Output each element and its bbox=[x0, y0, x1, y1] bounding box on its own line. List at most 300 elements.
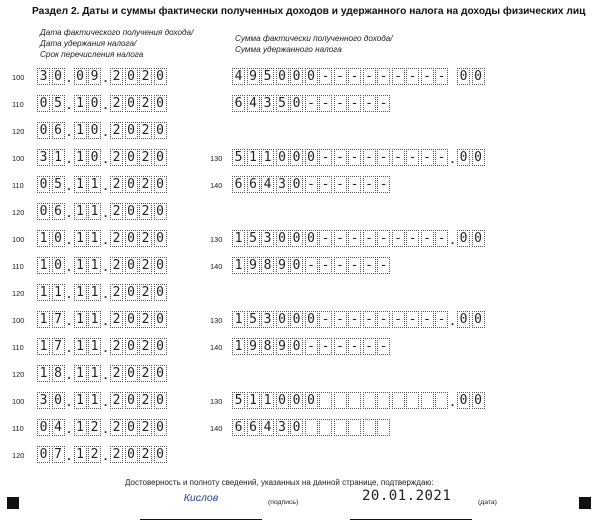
digit-cell[interactable]: 0 bbox=[125, 392, 138, 409]
digit-cell[interactable]: - bbox=[363, 149, 376, 166]
digit-cell[interactable]: 0 bbox=[37, 203, 50, 220]
digit-cell[interactable]: 1 bbox=[74, 257, 87, 274]
line-code-130: 130 bbox=[210, 397, 223, 406]
digit-cell[interactable]: 0 bbox=[154, 365, 167, 382]
digit-cell[interactable]: 1 bbox=[37, 230, 50, 247]
digit-cell[interactable]: 6 bbox=[232, 95, 245, 112]
digit-cell[interactable]: 1 bbox=[74, 311, 87, 328]
digit-cell[interactable]: 5 bbox=[276, 95, 289, 112]
kopeck-cell[interactable]: 0 bbox=[472, 230, 485, 247]
digit-cell[interactable]: 0 bbox=[52, 230, 65, 247]
digit-cell[interactable] bbox=[348, 419, 361, 436]
digit-cell[interactable]: 3 bbox=[261, 311, 274, 328]
digit-cell[interactable]: 1 bbox=[74, 284, 87, 301]
digit-cell[interactable]: 1 bbox=[232, 338, 245, 355]
digit-cell[interactable]: 8 bbox=[52, 365, 65, 382]
withheld-tax-amount-field[interactable] bbox=[232, 257, 392, 274]
digit-cell[interactable]: 2 bbox=[139, 149, 152, 166]
digit-cell[interactable]: 0 bbox=[276, 149, 289, 166]
digit-cell[interactable]: 2 bbox=[88, 446, 101, 463]
digit-cell[interactable]: - bbox=[363, 257, 376, 274]
digit-cell[interactable]: 1 bbox=[74, 419, 87, 436]
digit-cell[interactable]: 3 bbox=[37, 149, 50, 166]
digit-cell[interactable]: 1 bbox=[74, 176, 87, 193]
digit-cell[interactable]: 0 bbox=[154, 419, 167, 436]
kopeck-cell[interactable]: 0 bbox=[457, 311, 470, 328]
digit-cell[interactable]: - bbox=[319, 95, 332, 112]
digit-cell[interactable]: 0 bbox=[290, 149, 303, 166]
digit-cell[interactable]: - bbox=[319, 68, 332, 85]
digit-cell[interactable]: 0 bbox=[154, 338, 167, 355]
digit-cell[interactable]: 5 bbox=[247, 311, 260, 328]
digit-cell[interactable]: 2 bbox=[139, 446, 152, 463]
digit-cell[interactable]: - bbox=[334, 338, 347, 355]
digit-cell[interactable]: 3 bbox=[276, 419, 289, 436]
withheld-tax-amount-field[interactable] bbox=[232, 176, 392, 193]
digit-cell[interactable]: 1 bbox=[232, 257, 245, 274]
digit-cell[interactable]: 2 bbox=[110, 203, 123, 220]
digit-cell[interactable]: 0 bbox=[276, 230, 289, 247]
digit-cell[interactable]: 1 bbox=[37, 284, 50, 301]
digit-cell[interactable]: - bbox=[406, 68, 419, 85]
digit-cell[interactable]: 0 bbox=[154, 230, 167, 247]
digit-cell[interactable]: 6 bbox=[247, 419, 260, 436]
digit-cell[interactable]: 0 bbox=[290, 392, 303, 409]
digit-cell[interactable] bbox=[334, 392, 347, 409]
digit-cell[interactable]: 1 bbox=[37, 338, 50, 355]
digit-cell[interactable]: 9 bbox=[276, 338, 289, 355]
digit-cell[interactable]: 0 bbox=[154, 149, 167, 166]
digit-cell[interactable]: 2 bbox=[139, 284, 152, 301]
digit-cell[interactable]: 2 bbox=[88, 419, 101, 436]
digit-cell[interactable]: 5 bbox=[52, 176, 65, 193]
digit-cell[interactable]: 1 bbox=[74, 338, 87, 355]
digit-cell[interactable]: 0 bbox=[154, 311, 167, 328]
tax-transfer-deadline-field[interactable] bbox=[37, 284, 168, 301]
digit-cell[interactable]: 0 bbox=[125, 203, 138, 220]
income-amount-field[interactable] bbox=[232, 311, 486, 328]
income-amount-field[interactable] bbox=[232, 230, 486, 247]
kopeck-cell[interactable]: 0 bbox=[457, 392, 470, 409]
digit-cell[interactable]: - bbox=[348, 68, 361, 85]
digit-cell[interactable]: 0 bbox=[276, 392, 289, 409]
digit-cell[interactable]: - bbox=[435, 149, 448, 166]
digit-cell[interactable]: 0 bbox=[125, 230, 138, 247]
digit-cell[interactable]: 0 bbox=[276, 68, 289, 85]
digit-cell[interactable]: 0 bbox=[290, 338, 303, 355]
digit-cell[interactable]: 0 bbox=[52, 257, 65, 274]
digit-cell[interactable]: 1 bbox=[232, 311, 245, 328]
digit-cell[interactable]: 0 bbox=[37, 122, 50, 139]
digit-cell[interactable]: - bbox=[377, 95, 390, 112]
digit-cell[interactable]: 1 bbox=[74, 149, 87, 166]
income-date-field[interactable] bbox=[37, 311, 168, 328]
digit-cell[interactable]: - bbox=[363, 176, 376, 193]
digit-cell[interactable]: - bbox=[377, 311, 390, 328]
digit-cell[interactable]: 2 bbox=[110, 230, 123, 247]
digit-cell[interactable]: 7 bbox=[52, 311, 65, 328]
date-line bbox=[350, 505, 472, 520]
digit-cell[interactable]: - bbox=[363, 68, 376, 85]
digit-cell[interactable]: 3 bbox=[37, 68, 50, 85]
digit-cell[interactable]: 2 bbox=[110, 365, 123, 382]
digit-cell[interactable]: 1 bbox=[247, 392, 260, 409]
income-date-field[interactable] bbox=[37, 230, 168, 247]
digit-cell[interactable]: 0 bbox=[37, 95, 50, 112]
digit-cell[interactable]: 6 bbox=[247, 176, 260, 193]
digit-cell[interactable]: 0 bbox=[88, 149, 101, 166]
digit-cell[interactable]: - bbox=[348, 257, 361, 274]
digit-cell[interactable]: - bbox=[348, 230, 361, 247]
digit-cell[interactable]: - bbox=[334, 68, 347, 85]
digit-cell[interactable]: - bbox=[334, 311, 347, 328]
digit-cell[interactable]: 0 bbox=[125, 176, 138, 193]
digit-cell[interactable]: - bbox=[421, 311, 434, 328]
digit-cell[interactable]: 1 bbox=[74, 392, 87, 409]
digit-cell[interactable]: 2 bbox=[110, 446, 123, 463]
digit-cell[interactable]: - bbox=[435, 68, 448, 85]
digit-cell[interactable]: 1 bbox=[52, 284, 65, 301]
digit-cell[interactable]: - bbox=[363, 338, 376, 355]
digit-cell[interactable]: 6 bbox=[232, 419, 245, 436]
digit-cell[interactable]: 5 bbox=[52, 95, 65, 112]
kopeck-cell[interactable]: 0 bbox=[472, 311, 485, 328]
digit-cell[interactable]: 1 bbox=[37, 311, 50, 328]
digit-cell[interactable] bbox=[363, 392, 376, 409]
date-separator: . bbox=[103, 314, 108, 328]
digit-cell[interactable]: - bbox=[377, 176, 390, 193]
digit-cell[interactable]: 0 bbox=[52, 392, 65, 409]
digit-cell[interactable]: 0 bbox=[305, 230, 318, 247]
digit-cell[interactable]: - bbox=[392, 230, 405, 247]
digit-cell[interactable]: - bbox=[348, 95, 361, 112]
digit-cell[interactable]: 0 bbox=[154, 122, 167, 139]
digit-cell[interactable]: 1 bbox=[74, 95, 87, 112]
tax-withholding-date-field[interactable] bbox=[37, 419, 168, 436]
date-separator: . bbox=[67, 125, 71, 139]
digit-cell[interactable]: - bbox=[348, 149, 361, 166]
digit-cell[interactable]: 0 bbox=[290, 311, 303, 328]
digit-cell[interactable]: - bbox=[377, 338, 390, 355]
digit-cell[interactable]: - bbox=[348, 176, 361, 193]
digit-cell[interactable]: 0 bbox=[88, 95, 101, 112]
digit-cell[interactable]: - bbox=[319, 149, 332, 166]
digit-cell[interactable]: 0 bbox=[305, 311, 318, 328]
digit-cell[interactable]: 0 bbox=[125, 338, 138, 355]
digit-cell[interactable]: 0 bbox=[125, 68, 138, 85]
digit-cell[interactable]: 0 bbox=[37, 446, 50, 463]
digit-cell[interactable]: - bbox=[334, 149, 347, 166]
digit-cell[interactable] bbox=[334, 419, 347, 436]
digit-cell[interactable]: 2 bbox=[110, 176, 123, 193]
digit-cell[interactable]: - bbox=[421, 230, 434, 247]
digit-cell[interactable]: 8 bbox=[261, 338, 274, 355]
digit-cell[interactable]: 0 bbox=[290, 95, 303, 112]
kopeck-cell[interactable]: 0 bbox=[472, 392, 485, 409]
digit-cell[interactable]: 1 bbox=[74, 365, 87, 382]
digit-cell[interactable] bbox=[421, 392, 434, 409]
digit-cell[interactable]: - bbox=[348, 338, 361, 355]
digit-cell[interactable]: 1 bbox=[88, 176, 101, 193]
digit-cell[interactable]: 2 bbox=[110, 122, 123, 139]
tax-withholding-date-field[interactable] bbox=[37, 95, 168, 112]
digit-cell[interactable]: - bbox=[377, 230, 390, 247]
digit-cell[interactable]: 1 bbox=[88, 230, 101, 247]
digit-cell[interactable]: 2 bbox=[139, 176, 152, 193]
digit-cell[interactable]: 1 bbox=[88, 338, 101, 355]
digit-cell[interactable]: - bbox=[334, 95, 347, 112]
digit-cell[interactable]: 0 bbox=[290, 419, 303, 436]
confirmation-text: Достоверность и полноту сведений, указанных на данной странице, подтверждаю: bbox=[125, 478, 434, 487]
digit-cell[interactable]: 2 bbox=[110, 419, 123, 436]
digit-cell[interactable]: 4 bbox=[247, 95, 260, 112]
income-date-field[interactable] bbox=[37, 149, 168, 166]
digit-cell[interactable]: 3 bbox=[261, 230, 274, 247]
digit-cell[interactable] bbox=[319, 419, 332, 436]
digit-cell[interactable]: 0 bbox=[125, 257, 138, 274]
digit-cell[interactable]: 9 bbox=[247, 338, 260, 355]
digit-cell[interactable]: 0 bbox=[154, 446, 167, 463]
digit-cell[interactable]: 0 bbox=[125, 419, 138, 436]
digit-cell[interactable]: 0 bbox=[290, 68, 303, 85]
digit-cell[interactable]: - bbox=[334, 230, 347, 247]
digit-cell[interactable]: - bbox=[406, 230, 419, 247]
digit-cell[interactable]: - bbox=[305, 95, 318, 112]
digit-cell[interactable]: 3 bbox=[276, 176, 289, 193]
digit-cell[interactable]: 4 bbox=[232, 68, 245, 85]
digit-cell[interactable]: 0 bbox=[74, 68, 87, 85]
digit-cell[interactable]: 3 bbox=[261, 95, 274, 112]
tax-withholding-date-field[interactable] bbox=[37, 176, 168, 193]
digit-cell[interactable]: 0 bbox=[125, 284, 138, 301]
digit-cell[interactable]: 1 bbox=[74, 203, 87, 220]
digit-cell[interactable]: 0 bbox=[154, 392, 167, 409]
digit-cell[interactable]: 0 bbox=[125, 311, 138, 328]
digit-cell[interactable]: - bbox=[392, 149, 405, 166]
tax-transfer-deadline-field[interactable] bbox=[37, 122, 168, 139]
digit-cell[interactable]: - bbox=[421, 149, 434, 166]
digit-cell[interactable]: 0 bbox=[290, 257, 303, 274]
income-amount-field[interactable] bbox=[232, 149, 486, 166]
digit-cell[interactable]: 1 bbox=[232, 230, 245, 247]
withheld-tax-amount-field[interactable] bbox=[232, 419, 392, 436]
digit-cell[interactable]: - bbox=[435, 230, 448, 247]
line-code-130: 130 bbox=[210, 316, 223, 325]
digit-cell[interactable] bbox=[377, 419, 390, 436]
digit-cell[interactable]: - bbox=[348, 311, 361, 328]
digit-cell[interactable]: - bbox=[305, 257, 318, 274]
digit-cell[interactable]: 2 bbox=[110, 338, 123, 355]
digit-cell[interactable]: 0 bbox=[305, 149, 318, 166]
withheld-tax-amount-field[interactable] bbox=[232, 338, 392, 355]
digit-cell[interactable]: 7 bbox=[52, 338, 65, 355]
digit-cell[interactable]: - bbox=[421, 68, 434, 85]
tax-transfer-deadline-field[interactable] bbox=[37, 446, 168, 463]
digit-cell[interactable]: 2 bbox=[110, 257, 123, 274]
digit-cell[interactable]: 5 bbox=[232, 392, 245, 409]
digit-cell[interactable]: 1 bbox=[261, 392, 274, 409]
digit-cell[interactable] bbox=[377, 392, 390, 409]
digit-cell[interactable]: 1 bbox=[74, 446, 87, 463]
line-code-130: 130 bbox=[210, 235, 223, 244]
digit-cell[interactable]: 9 bbox=[276, 257, 289, 274]
digit-cell[interactable]: 0 bbox=[88, 122, 101, 139]
digit-cell[interactable]: 0 bbox=[154, 95, 167, 112]
digit-cell[interactable]: - bbox=[305, 338, 318, 355]
digit-cell[interactable]: 5 bbox=[247, 230, 260, 247]
digit-cell[interactable]: 1 bbox=[88, 203, 101, 220]
signature-label: (подпись) bbox=[268, 499, 299, 506]
digit-cell[interactable]: - bbox=[406, 149, 419, 166]
digit-cell[interactable]: 0 bbox=[154, 176, 167, 193]
digit-cell[interactable] bbox=[348, 392, 361, 409]
digit-cell[interactable]: 0 bbox=[125, 122, 138, 139]
digit-cell[interactable]: 0 bbox=[290, 176, 303, 193]
digit-cell[interactable]: 1 bbox=[247, 149, 260, 166]
digit-cell[interactable]: 0 bbox=[37, 419, 50, 436]
digit-cell[interactable]: 2 bbox=[110, 311, 123, 328]
digit-cell[interactable]: 2 bbox=[139, 230, 152, 247]
digit-cell[interactable]: 2 bbox=[110, 392, 123, 409]
digit-cell[interactable]: - bbox=[392, 68, 405, 85]
digit-cell[interactable]: 2 bbox=[110, 284, 123, 301]
kopeck-cell[interactable]: 0 bbox=[472, 68, 485, 85]
digit-cell[interactable] bbox=[392, 392, 405, 409]
digit-cell[interactable]: 1 bbox=[88, 257, 101, 274]
digit-cell[interactable]: - bbox=[363, 311, 376, 328]
digit-cell[interactable]: 2 bbox=[139, 311, 152, 328]
digit-cell[interactable]: 0 bbox=[125, 149, 138, 166]
digit-cell[interactable]: 9 bbox=[247, 68, 260, 85]
income-date-field[interactable] bbox=[37, 392, 168, 409]
digit-cell[interactable]: 1 bbox=[37, 257, 50, 274]
digit-cell[interactable]: 0 bbox=[125, 95, 138, 112]
kopeck-cell[interactable]: 0 bbox=[457, 68, 470, 85]
digit-cell[interactable]: 0 bbox=[290, 230, 303, 247]
digit-cell[interactable]: - bbox=[363, 230, 376, 247]
digit-cell[interactable]: 0 bbox=[125, 365, 138, 382]
digit-cell[interactable]: 6 bbox=[232, 176, 245, 193]
digit-cell[interactable]: 1 bbox=[52, 149, 65, 166]
header-left bbox=[40, 27, 193, 60]
digit-cell[interactable] bbox=[406, 392, 419, 409]
digit-cell[interactable]: 3 bbox=[37, 392, 50, 409]
tax-transfer-deadline-field[interactable] bbox=[37, 203, 168, 220]
digit-cell[interactable]: 2 bbox=[139, 419, 152, 436]
digit-cell[interactable]: - bbox=[319, 338, 332, 355]
header-right-line-1: Сумма фактически полученного дохода/ bbox=[235, 34, 393, 43]
digit-cell[interactable]: 2 bbox=[110, 95, 123, 112]
digit-cell[interactable]: 1 bbox=[88, 392, 101, 409]
income-amount-field[interactable] bbox=[232, 392, 486, 409]
digit-cell[interactable]: 2 bbox=[110, 68, 123, 85]
digit-cell[interactable] bbox=[363, 419, 376, 436]
digit-cell[interactable]: 5 bbox=[261, 68, 274, 85]
digit-cell[interactable] bbox=[319, 392, 332, 409]
tax-withholding-date-field[interactable] bbox=[37, 257, 168, 274]
digit-cell[interactable]: - bbox=[435, 311, 448, 328]
digit-cell[interactable]: 0 bbox=[154, 257, 167, 274]
digit-cell[interactable]: 0 bbox=[276, 311, 289, 328]
digit-cell[interactable]: 4 bbox=[261, 419, 274, 436]
digit-cell[interactable]: 1 bbox=[88, 284, 101, 301]
digit-cell[interactable]: 8 bbox=[261, 257, 274, 274]
digit-cell[interactable]: 7 bbox=[52, 446, 65, 463]
tax-transfer-deadline-field[interactable] bbox=[37, 365, 168, 382]
digit-cell[interactable]: - bbox=[319, 257, 332, 274]
digit-cell[interactable]: 2 bbox=[139, 257, 152, 274]
date-separator: . bbox=[103, 395, 108, 409]
digit-cell[interactable]: 1 bbox=[74, 122, 87, 139]
digit-cell[interactable]: 1 bbox=[37, 365, 50, 382]
digit-cell[interactable]: 6 bbox=[52, 122, 65, 139]
digit-cell[interactable]: - bbox=[334, 257, 347, 274]
digit-cell[interactable]: 1 bbox=[88, 365, 101, 382]
digit-cell[interactable]: 2 bbox=[139, 338, 152, 355]
kopeck-cell[interactable]: 0 bbox=[457, 230, 470, 247]
digit-cell[interactable]: 9 bbox=[247, 257, 260, 274]
digit-cell[interactable]: 1 bbox=[261, 149, 274, 166]
digit-cell[interactable]: - bbox=[406, 311, 419, 328]
digit-cell[interactable]: 0 bbox=[52, 68, 65, 85]
digit-cell[interactable]: 4 bbox=[261, 176, 274, 193]
tax-withholding-date-field[interactable] bbox=[37, 338, 168, 355]
digit-cell[interactable]: - bbox=[305, 176, 318, 193]
digit-cell[interactable]: 5 bbox=[232, 149, 245, 166]
digit-cell[interactable]: - bbox=[334, 176, 347, 193]
digit-cell[interactable]: - bbox=[377, 68, 390, 85]
digit-cell[interactable]: 0 bbox=[125, 446, 138, 463]
digit-cell[interactable]: - bbox=[319, 311, 332, 328]
digit-cell[interactable]: - bbox=[377, 257, 390, 274]
digit-cell[interactable]: 0 bbox=[154, 203, 167, 220]
digit-cell[interactable]: - bbox=[377, 149, 390, 166]
digit-cell[interactable]: 2 bbox=[139, 392, 152, 409]
digit-cell[interactable]: 0 bbox=[305, 392, 318, 409]
digit-cell[interactable]: 0 bbox=[305, 68, 318, 85]
kopeck-cell[interactable]: 0 bbox=[457, 149, 470, 166]
digit-cell[interactable] bbox=[305, 419, 318, 436]
income-date-field[interactable] bbox=[37, 68, 168, 85]
digit-cell[interactable]: - bbox=[392, 311, 405, 328]
decimal-separator: . bbox=[450, 395, 455, 409]
signature-value: Кислов bbox=[183, 492, 219, 504]
digit-cell[interactable]: 2 bbox=[139, 95, 152, 112]
digit-cell[interactable]: - bbox=[363, 95, 376, 112]
digit-cell[interactable]: 6 bbox=[52, 203, 65, 220]
digit-cell[interactable]: 2 bbox=[139, 122, 152, 139]
digit-cell[interactable]: 4 bbox=[52, 419, 65, 436]
digit-cell[interactable]: 1 bbox=[88, 311, 101, 328]
digit-cell[interactable]: 2 bbox=[139, 68, 152, 85]
digit-cell[interactable]: 0 bbox=[154, 68, 167, 85]
line-code-120: 120 bbox=[12, 289, 25, 298]
digit-cell[interactable]: 9 bbox=[88, 68, 101, 85]
digit-cell[interactable]: 2 bbox=[139, 365, 152, 382]
digit-cell[interactable]: 0 bbox=[154, 284, 167, 301]
line-code-140: 140 bbox=[210, 262, 223, 271]
digit-cell[interactable] bbox=[435, 392, 448, 409]
digit-cell[interactable]: - bbox=[319, 230, 332, 247]
digit-cell[interactable]: - bbox=[319, 176, 332, 193]
digit-cell[interactable]: 0 bbox=[37, 176, 50, 193]
kopeck-cell[interactable]: 0 bbox=[472, 149, 485, 166]
digit-cell[interactable]: 1 bbox=[74, 230, 87, 247]
digit-cell[interactable]: 2 bbox=[110, 149, 123, 166]
withheld-tax-amount-field[interactable] bbox=[232, 95, 392, 112]
income-amount-field[interactable] bbox=[232, 68, 486, 85]
digit-cell[interactable]: 2 bbox=[139, 203, 152, 220]
